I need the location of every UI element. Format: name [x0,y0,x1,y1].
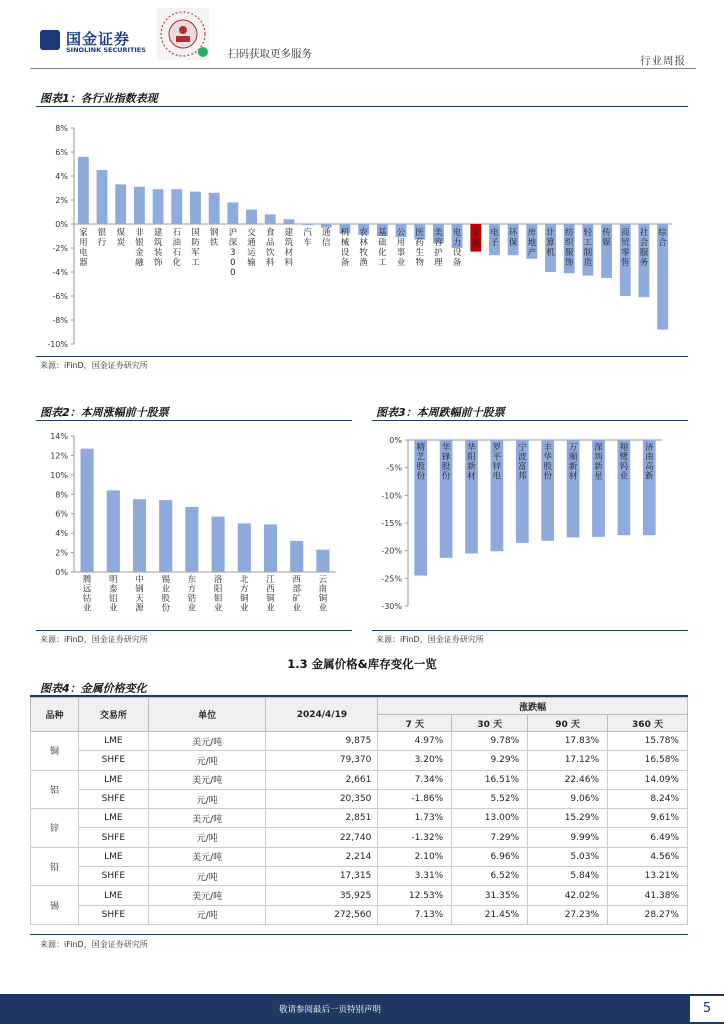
y-tick-label: 4% [55,172,68,181]
header-date: 2024/4/19 [266,698,378,732]
change-7d-cell: 7.34% [378,770,452,789]
change-90d-cell: 17.12% [528,751,608,770]
scan-service-text: 扫码获取更多服务 [228,48,312,60]
change-30d-cell: 5.52% [452,789,528,808]
category-label: 家用电器 [79,228,88,268]
header-unit: 单位 [148,698,266,732]
table-row [31,751,688,770]
price-cell: 22,740 [266,828,378,847]
change-7d-cell: 4.97% [378,732,452,751]
bar [264,524,277,572]
unit-cell: 元/吨 [148,867,266,886]
category-label: 明泰铝业 [109,575,118,614]
chart2-source: 来源：iFinD，国金证券研究所 [40,635,148,644]
bar [227,202,238,224]
y-tick-label: 4% [55,529,68,539]
metal-name-cell: 锡 [31,886,79,925]
price-cell: 2,661 [266,770,378,789]
change-90d-cell: 22.46% [528,770,608,789]
metal-name-cell: 铝 [31,770,79,809]
table-row [31,847,688,866]
change-90d-cell: 17.83% [528,732,608,751]
bar [78,157,89,224]
logo-text: 国金证券 [66,30,131,48]
header-change: 涨跌幅 [378,698,688,715]
y-tick-label: 6% [55,148,68,157]
category-label: 济南高新 [645,443,654,482]
table4-source: 来源：iFinD，国金证券研究所 [40,940,148,949]
change-360d-cell: 28.27% [608,905,688,924]
chart2-title-rule [36,420,352,421]
change-90d-cell: 5.84% [528,867,608,886]
category-label: 建筑装饰 [153,228,163,268]
category-label: 江西铜业 [266,575,275,614]
change-7d-cell: 1.73% [378,809,452,828]
y-tick-label: 6% [55,509,68,519]
change-7d-cell: 3.31% [378,867,452,886]
bar [246,210,257,224]
change-90d-cell: 15.29% [528,809,608,828]
price-cell: 79,370 [266,751,378,770]
category-label: 沪深 3 0 0 [228,228,238,278]
y-tick-label: -5% [386,463,402,473]
bar [209,193,220,224]
chart2-top-gainers [36,422,352,628]
unit-cell: 元/吨 [148,751,266,770]
header-variety: 品种 [31,698,79,732]
category-label: 洛阳钼业 [213,575,223,614]
category-label: 纺织服饰 [564,228,574,268]
unit-cell: 元/吨 [148,828,266,847]
table-row [31,809,688,828]
chart2-bottom-rule [36,630,352,631]
bar [302,224,313,225]
category-label: 罗平锌电 [492,443,502,482]
y-tick-label: -2% [52,244,68,253]
category-label: 万顺新材 [568,443,578,482]
category-label: 华锋股份 [441,443,451,482]
price-cell: 17,315 [266,867,378,886]
table-row [31,770,688,789]
y-tick-label: 2% [55,548,68,558]
report-type-label: 行业周报 [640,55,686,67]
category-label: 通信 [322,228,331,248]
category-label: 国防军工 [191,228,200,268]
category-label: 腾远钴业 [82,575,92,614]
exchange-cell: SHFE [78,789,148,808]
y-tick-label: -8% [52,316,68,325]
category-label: 中钢天源 [135,575,144,614]
header-exchange: 交易所 [78,698,148,732]
category-label: 精艺股份 [416,443,425,482]
change-360d-cell: 6.49% [608,828,688,847]
category-label: 环保 [508,228,518,248]
qr-code-icon [151,8,215,60]
category-label: 综合 [658,228,667,248]
bar [153,189,164,224]
bar [316,550,329,572]
category-label: 深圳新星 [594,443,603,482]
category-label: 钢铁 [209,228,219,248]
exchange-cell: SHFE [78,867,148,886]
change-90d-cell: 9.99% [528,828,608,847]
category-label: 轻工制造 [583,228,593,268]
exchange-cell: LME [78,770,148,789]
bar [190,192,201,224]
change-7d-cell: -1.32% [378,828,452,847]
category-label: 食品饮料 [265,228,275,268]
chart3-top-losers [372,422,688,628]
metal-name-cell: 铅 [31,847,79,886]
change-30d-cell: 9.29% [452,751,528,770]
y-tick-label: 14% [50,432,68,441]
change-360d-cell: 9.61% [608,809,688,828]
change-7d-cell: 2.10% [378,847,452,866]
header-7d: 7 天 [378,715,452,732]
chart3-title-rule [372,420,688,421]
exchange-cell: LME [78,809,148,828]
chart3-title: 图表3：本周跌幅前十股票 [376,406,505,419]
y-tick-label: 0% [389,436,402,445]
y-tick-label: 10% [50,470,68,480]
unit-cell: 美元/吨 [148,732,266,751]
price-cell: 35,925 [266,886,378,905]
chart1-title-rule [36,106,688,107]
change-360d-cell: 15.78% [608,732,688,751]
unit-cell: 元/吨 [148,789,266,808]
change-90d-cell: 5.03% [528,847,608,866]
category-label: 商贸零售 [621,228,630,268]
change-360d-cell: 16.58% [608,751,688,770]
y-tick-label: 12% [50,451,68,461]
change-360d-cell: 4.56% [608,847,688,866]
category-label: 基础化工 [378,228,387,268]
y-tick-label: 2% [55,196,68,205]
exchange-cell: LME [78,886,148,905]
change-360d-cell: 41.38% [608,886,688,905]
unit-cell: 元/吨 [148,905,266,924]
metal-name-cell: 锌 [31,809,79,848]
category-label: 汽车 [303,228,312,248]
bar [107,490,120,572]
table-row [31,732,688,751]
unit-cell: 美元/吨 [148,770,266,789]
exchange-cell: SHFE [78,828,148,847]
category-label: 煤炭 [116,228,125,248]
category-label: 电力设备 [452,228,462,268]
header-divider [30,68,696,69]
category-label: 计算机 [546,228,555,258]
change-30d-cell: 16.51% [452,770,528,789]
bar [97,170,108,224]
bar [81,449,94,572]
y-tick-label: -15% [381,519,402,528]
category-label: 传媒 [602,228,611,248]
y-tick-label: -10% [47,340,68,349]
y-tick-label: 8% [55,490,68,500]
bar [283,219,294,224]
bar [238,523,251,572]
y-tick-label: -10% [381,491,402,501]
y-tick-label: 8% [55,124,68,133]
logo-text-en: SINOLINK SECURITIES [66,46,146,54]
table-row [31,905,688,924]
change-7d-cell: 12.53% [378,886,452,905]
change-90d-cell: 27.23% [528,905,608,924]
exchange-cell: LME [78,847,148,866]
category-label: 西部矿业 [292,575,301,614]
category-label: 金属 [471,228,481,248]
table-row [31,886,688,905]
category-label: 石油石化 [172,228,182,268]
table4-title: 图表4：金属价格变化 [40,682,147,695]
metal-name-cell: 铜 [31,732,79,771]
category-label: 宁波富邦 [518,443,527,482]
bar [212,517,225,572]
category-label: 机械设备 [340,228,350,268]
category-label: 非银金融 [135,228,144,268]
category-label: 房地产 [527,228,537,258]
change-7d-cell: 3.20% [378,751,452,770]
category-label: 翔鹭钨业 [619,443,629,482]
category-label: 电子 [490,228,499,248]
chart3-source: 来源：iFinD，国金证券研究所 [376,635,484,644]
category-label: 华阳新材 [467,443,476,482]
category-label: 建筑材料 [284,228,294,268]
metal-price-table [30,697,688,925]
category-label: 社会服务 [639,228,649,268]
chart1-source: 来源：iFinD，国金证券研究所 [40,361,148,370]
exchange-cell: LME [78,732,148,751]
price-cell: 2,214 [266,847,378,866]
price-cell: 272,560 [266,905,378,924]
change-30d-cell: 7.29% [452,828,528,847]
category-label: 农林牧渔 [359,228,368,268]
price-cell: 9,875 [266,732,378,751]
change-30d-cell: 6.52% [452,867,528,886]
change-30d-cell: 13.00% [452,809,528,828]
header-360d: 360 天 [608,715,688,732]
footer-disclaimer: 敬请参阅最后一页特别声明 [278,1005,381,1015]
y-tick-label: -20% [381,546,402,556]
unit-cell: 美元/吨 [148,809,266,828]
category-label: 锡业股份 [161,575,170,614]
table-row [31,828,688,847]
y-tick-label: 0% [55,220,68,229]
price-cell: 2,851 [266,809,378,828]
exchange-cell: SHFE [78,905,148,924]
chart1-industry-index [36,108,688,358]
chart1-title: 图表1：各行业指数表现 [40,92,158,105]
bar [290,541,303,572]
table-row [31,789,688,808]
change-360d-cell: 14.09% [608,770,688,789]
category-label: 美容护理 [434,228,443,268]
category-label: 云南铜业 [318,575,328,614]
y-tick-label: -25% [381,574,402,584]
section-heading: 1.3 金属价格&库存变化一览 [287,657,437,671]
category-label: 医药生物 [415,228,424,268]
table4-bottom-rule [30,934,688,935]
change-30d-cell: 21.45% [452,905,528,924]
price-cell: 20,350 [266,789,378,808]
category-label: 公用事业 [396,228,406,268]
change-7d-cell: 7.13% [378,905,452,924]
header-30d: 30 天 [452,715,528,732]
unit-cell: 美元/吨 [148,886,266,905]
exchange-cell: SHFE [78,751,148,770]
category-label: 丰华股份 [543,443,552,482]
y-tick-label: 0% [55,568,68,577]
chart1-bottom-rule [36,356,688,357]
bar [159,500,172,572]
change-7d-cell: -1.86% [378,789,452,808]
change-30d-cell: 6.96% [452,847,528,866]
chart2-title: 图表2：本周涨幅前十股票 [40,406,169,419]
logo-mark-icon [40,30,60,50]
header-90d: 90 天 [528,715,608,732]
y-tick-label: -4% [52,268,68,277]
category-label: 交通运输 [247,228,256,268]
category-label: 银行 [97,228,107,248]
bar [133,499,146,572]
change-360d-cell: 8.24% [608,789,688,808]
bar [265,214,276,224]
change-30d-cell: 31.35% [452,886,528,905]
page-number: 5 [690,996,724,1022]
category-label: 东方锆业 [187,575,197,614]
bar [171,189,182,224]
change-90d-cell: 9.06% [528,789,608,808]
bar [185,507,198,572]
change-360d-cell: 13.21% [608,867,688,886]
category-label: 北方铜业 [240,575,249,614]
chart3-bottom-rule [372,630,688,631]
y-tick-label: -30% [381,602,402,611]
change-30d-cell: 9.78% [452,732,528,751]
table-row [31,867,688,886]
unit-cell: 美元/吨 [148,847,266,866]
bar [115,184,126,224]
y-tick-label: -6% [52,292,68,301]
bar [134,187,145,224]
change-90d-cell: 42.02% [528,886,608,905]
